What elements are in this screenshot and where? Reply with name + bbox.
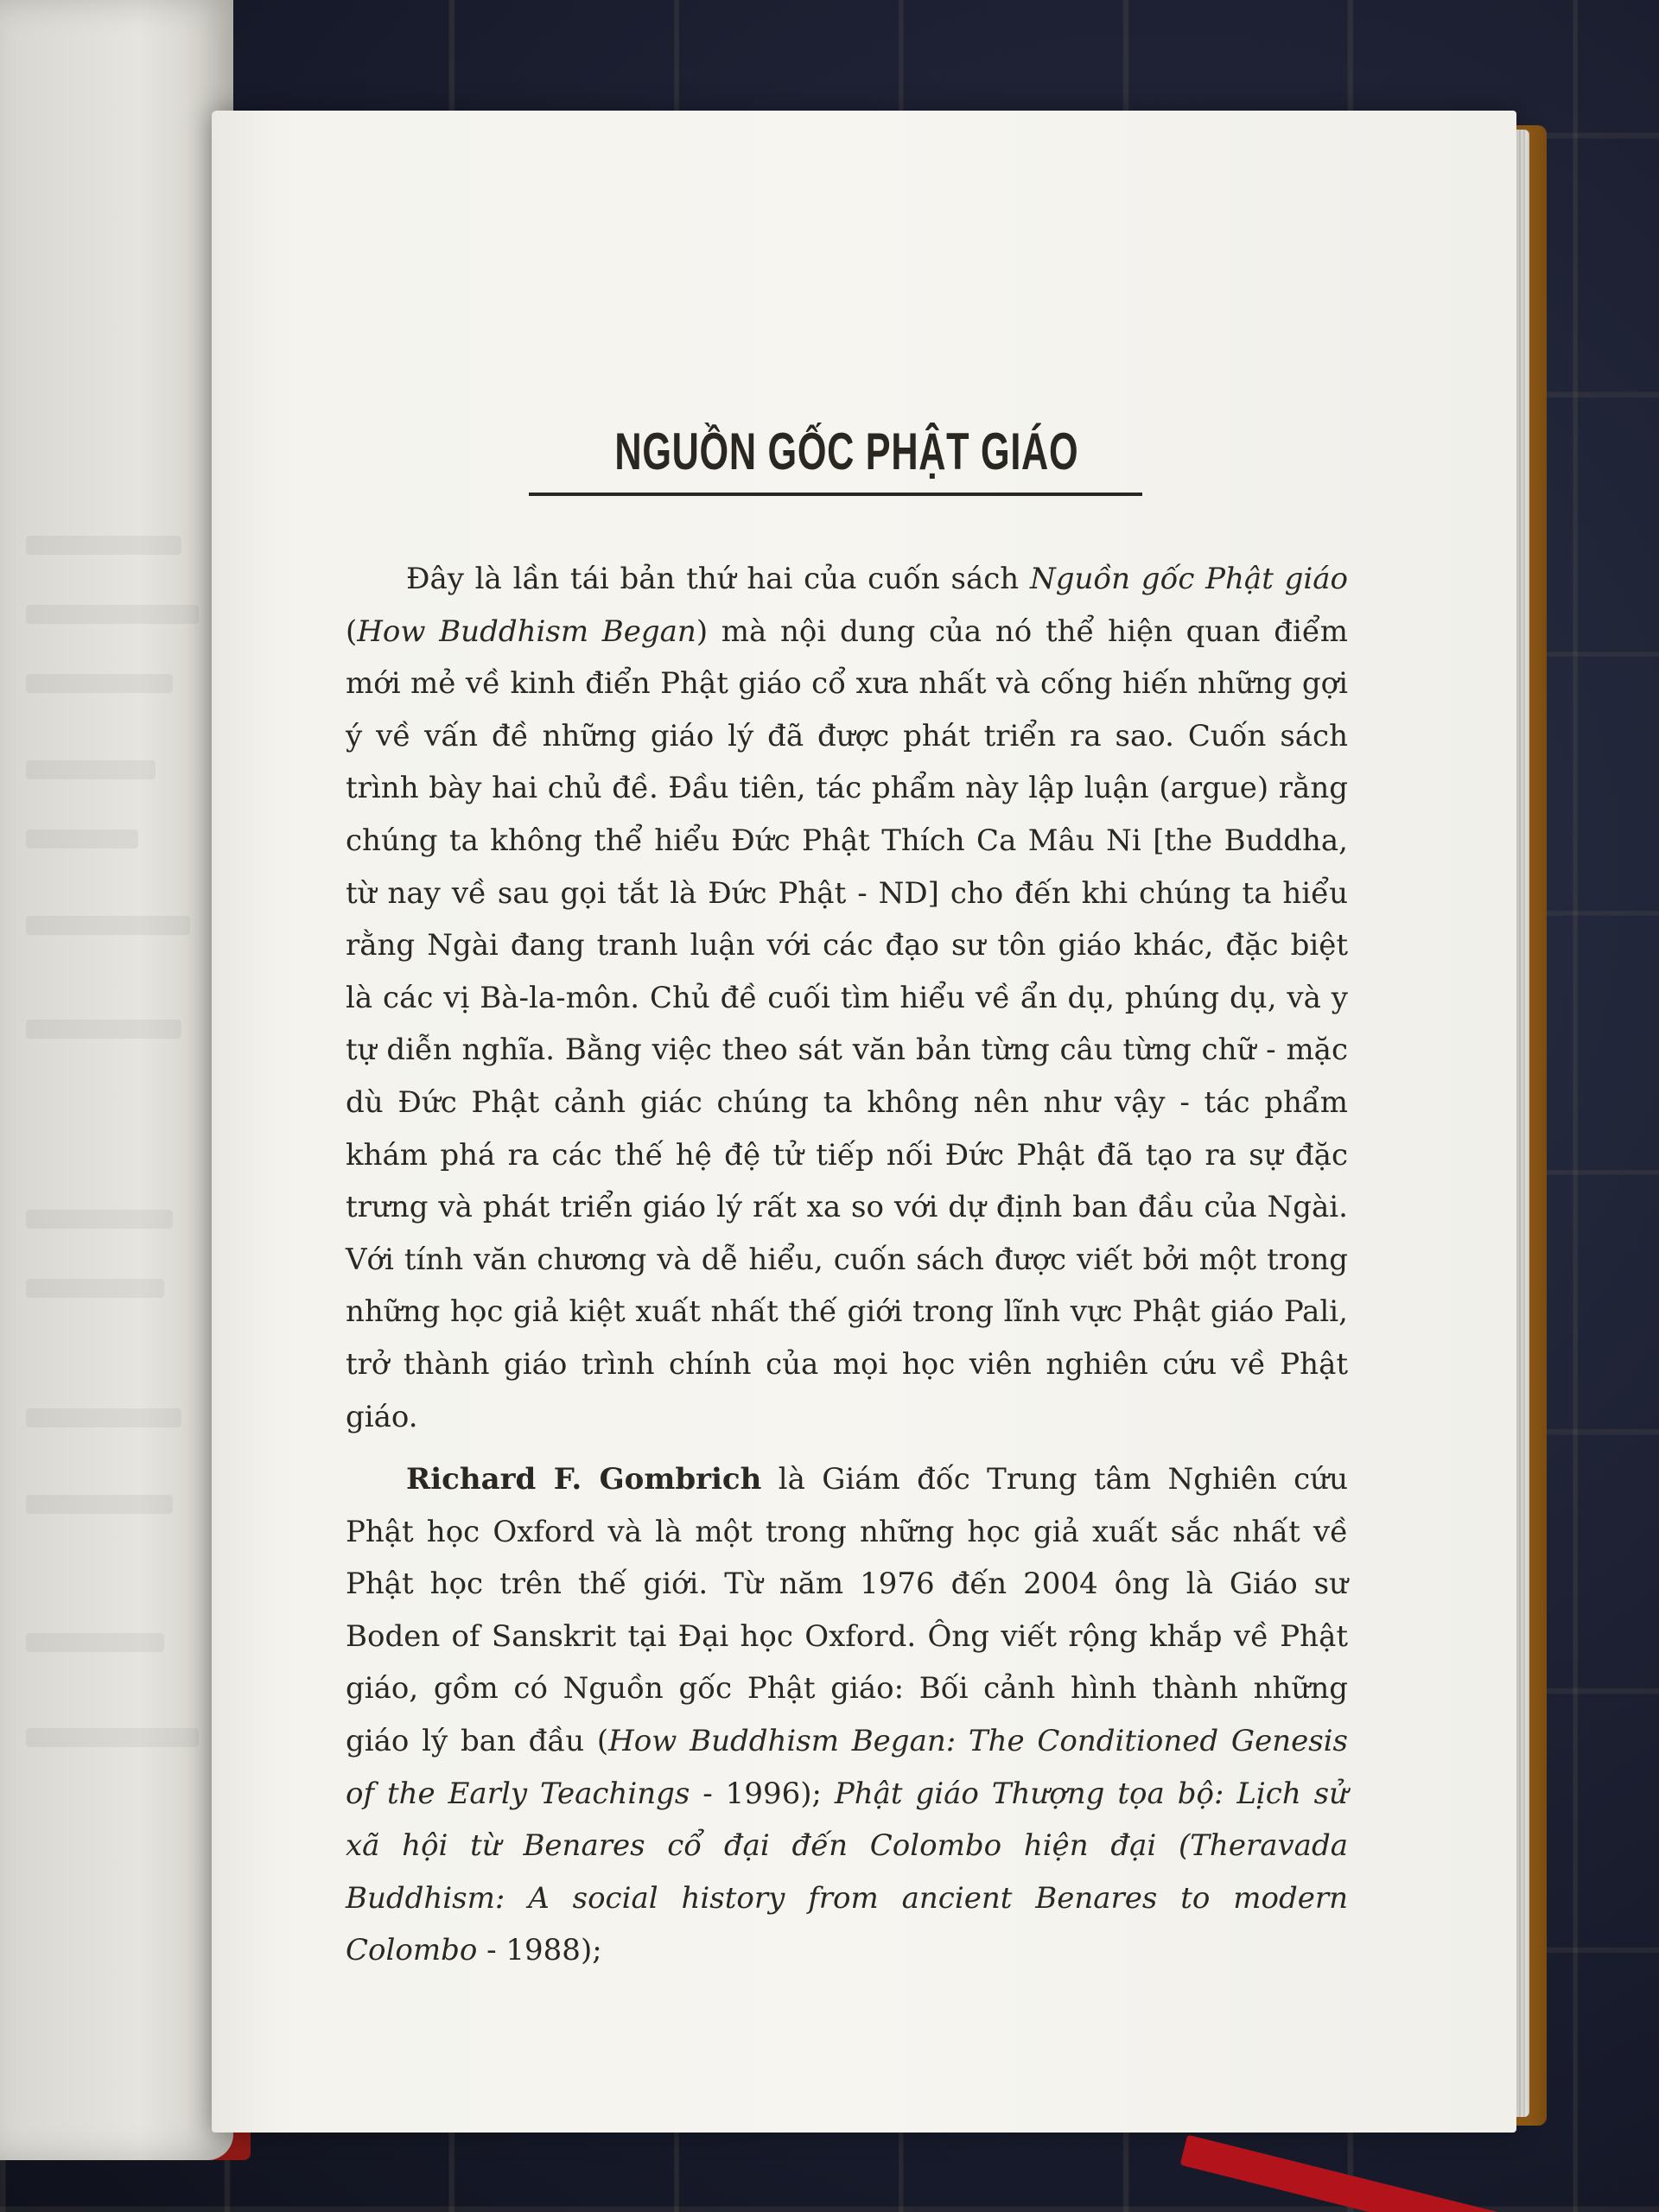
- ghost-text-line: [26, 916, 190, 935]
- ghost-text-line: [26, 674, 173, 693]
- ghost-text-line: [26, 1279, 164, 1298]
- ghost-text-line: [26, 760, 156, 779]
- author-name: Richard F. Gombrich: [406, 1462, 762, 1497]
- book-title-en: How Buddhism Began: [357, 613, 696, 649]
- body-text: [346, 553, 1348, 1987]
- paragraph-intro: [346, 553, 1348, 1443]
- text-segment: (: [346, 613, 358, 649]
- book-title-vi: Phật giáo Thượng tọa bộ: Lịch sử xã hội từ Benares cổ đại đến Colombo hiện đại (Theravada Buddhism: A social history from ancient Benares to modern Colombo: [346, 1776, 1348, 1968]
- book-title-vi: Nguồn gốc Phật giáo: [1029, 562, 1348, 596]
- text-segment: Đây là lần tái bản thứ hai của cuốn sách: [406, 562, 1030, 596]
- heading-underline: [529, 493, 1142, 496]
- ghost-text-line: [26, 536, 181, 555]
- ghost-text-line: [26, 1633, 164, 1652]
- ghost-text-line: [26, 1020, 181, 1039]
- ghost-text-line: [26, 605, 199, 624]
- ghost-text-line: [26, 1408, 181, 1427]
- left-page: [0, 0, 233, 2160]
- ghost-text-line: [26, 1728, 199, 1747]
- text-segment: - 1988);: [477, 1933, 602, 1968]
- text-segment: ) mà nội dung của nó thể hiện quan điểm mới mẻ về kinh điển Phật giáo cổ xưa nhất và cống hiến những gợi ý về vấn đề những giáo lý đã được phát triển ra sao. Cuốn sách trình bày hai chủ đề. Đầu tiên, tác phẩm này lập luận (argue) rằng chúng ta không thể hiểu Đức Phật Thích Ca Mâu Ni [the Buddha, từ nay về sau gọi tắt là Đức Phật - ND] cho đến khi chúng ta hiểu rằng Ngài đang tranh luận với các đạo sư tôn giáo khác, đặc biệt là các vị Bà-la-môn. Chủ đề cuối tìm hiểu về ẩn dụ, phúng dụ, và y tự diễn nghĩa. Bằng việc theo sát văn bản từng câu từng chữ - mặc dù Đức Phật cảnh giác chúng ta không nên như vậy - tác phẩm khám phá ra các thế hệ đệ tử tiếp nối Đức Phật đã tạo ra sự đặc trưng và phát triển giáo lý rất xa so với dự định ban đầu của Ngài. Với tính văn chương và dễ hiểu, cuốn sách được viết bởi một trong những học giả kiệt xuất nhất thế giới trong lĩnh vực Phật giáo Pali, trở thành giáo trình chính của mọi học viên nghiên cứu về Phật giáo.: [346, 613, 1349, 1434]
- chapter-heading: NGUỒN GỐC PHẬT GIÁO: [614, 423, 1079, 480]
- chapter-heading-container: [529, 415, 1142, 489]
- ghost-text-line: [26, 830, 138, 849]
- text-segment: là Giám đốc Trung tâm Nghiên cứu Phật học Oxford và là một trong những học giả xuất sắc nhất về Phật học trên thế giới. Từ năm 1976 đến 2004 ông là Giáo sư Boden of Sanskrit tại Đại học Oxford. Ông viết rộng khắp về Phật giáo, gồm có Nguồn gốc Phật giáo: Bối cảnh hình thành những giáo lý ban đầu (: [346, 1462, 1348, 1759]
- paragraph-author: [346, 1453, 1348, 1977]
- ghost-text-line: [26, 1495, 173, 1514]
- book-title-en: How Buddhism Began: The Conditioned Genesis of the Early Teachings: [346, 1724, 1348, 1811]
- text-segment: - 1996);: [690, 1776, 835, 1811]
- ghost-text-line: [26, 1210, 173, 1229]
